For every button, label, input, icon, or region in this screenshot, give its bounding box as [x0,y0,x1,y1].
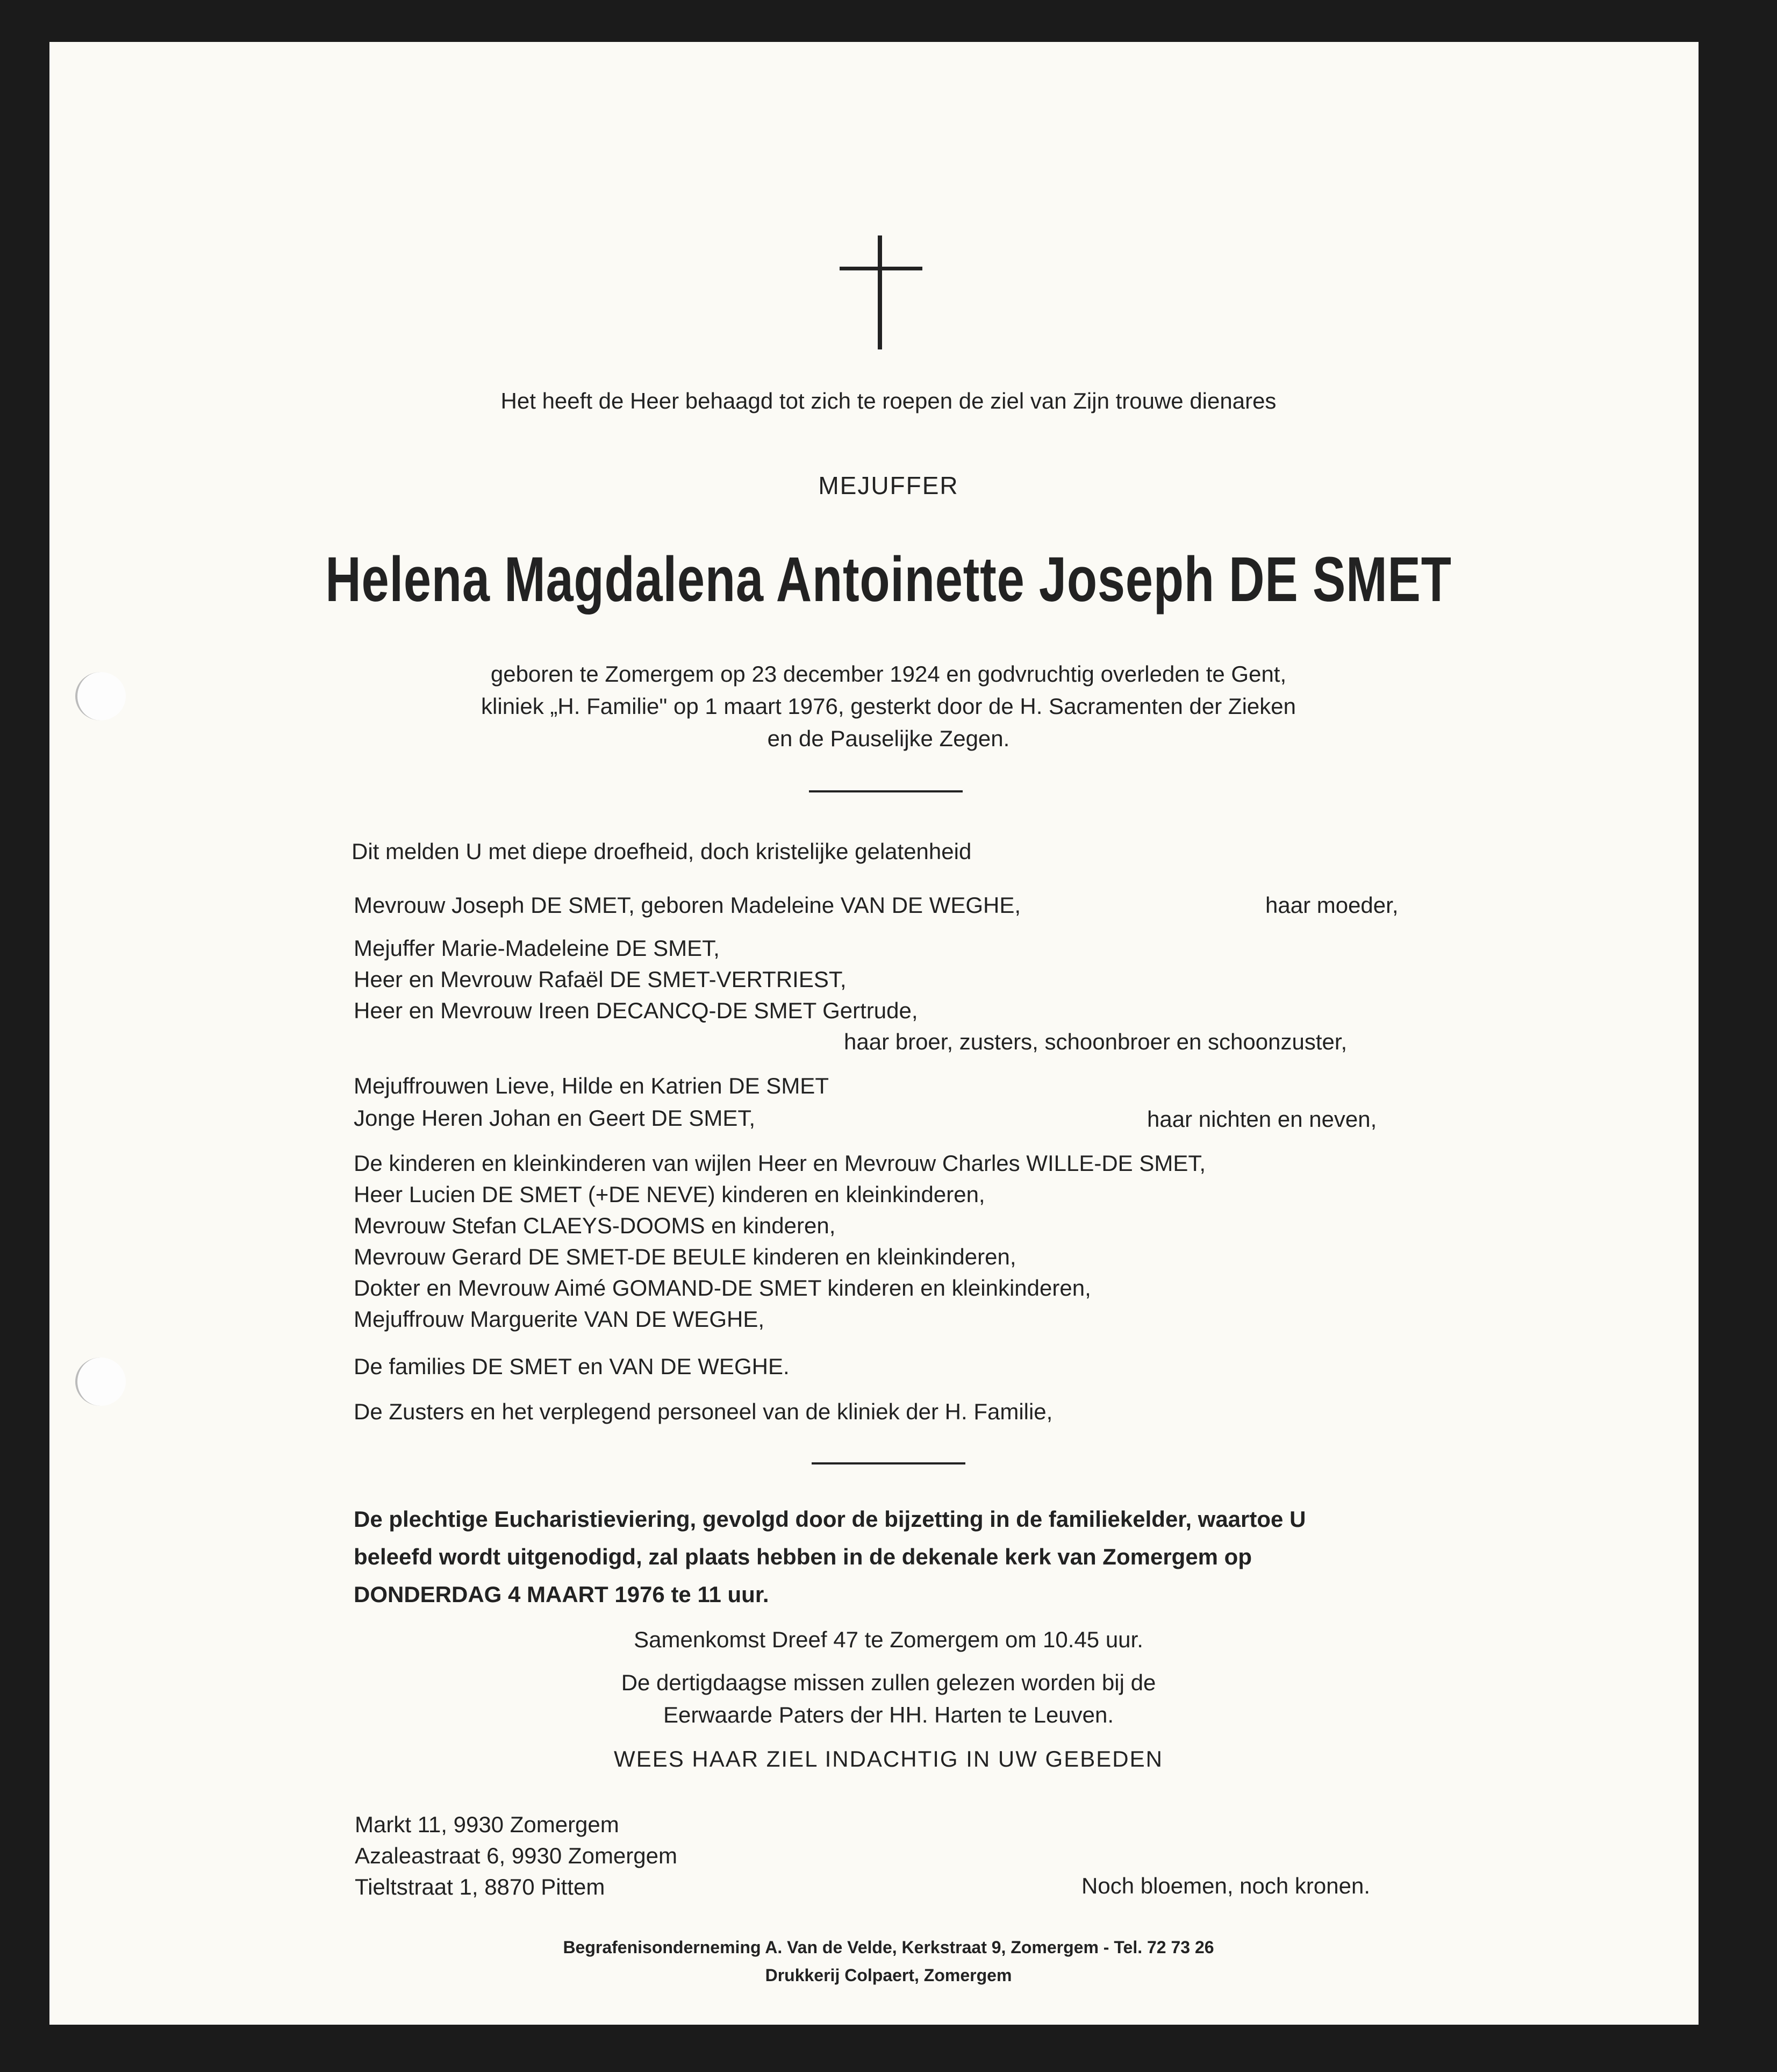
announcement-intro: Dit melden U met diepe droefheid, doch kristelijke gelatenheid [352,839,972,864]
prayer-line: WEES HAAR ZIEL INDACHTIG IN UW GEBEDEN [614,1746,1163,1771]
mother-relation: haar moeder, [1265,892,1399,918]
cross-horizontal [840,267,922,270]
relative-6: Mejuffrouw Marguerite VAN DE WEGHE, [354,1306,764,1332]
undertaker-line: Begrafenisonderneming A. Van de Velde, Kerkstraat 9, Zomergem - Tel. 72 73 26 [563,1938,1214,1957]
cross-vertical [878,235,882,349]
mother-line: Mevrouw Joseph DE SMET, geboren Madeleine VAN DE WEGHE, [354,892,1021,918]
masses-line-1: De dertigdaagse missen zullen gelezen worden bij de [621,1670,1156,1695]
address-2: Azaleastraat 6, 9930 Zomergem [355,1843,677,1868]
service-line-2: beleefd wordt uitgenodigd, zal plaats hebben in de dekenale kerk van Zomergem op [354,1544,1252,1569]
relative-1: De kinderen en kleinkinderen van wijlen Heer en Mevrouw Charles WILLE-DE SMET, [354,1151,1206,1176]
intro-line: Het heeft de Heer behaagd tot zich te roepen de ziel van Zijn trouwe dienares [500,388,1277,413]
sibling-3: Heer en Mevrouw Ireen DECANCQ-DE SMET Gertrude, [354,998,918,1023]
divider-1 [809,790,963,792]
bio-line-1: geboren te Zomergem op 23 december 1924 en godvruchtig overleden te Gent, [490,661,1287,687]
relative-4: Mevrouw Gerard DE SMET-DE BEULE kinderen en kleinkinderen, [354,1244,1016,1269]
deceased-name: Helena Magdalena Antoinette Joseph DE SMET [325,544,1452,615]
address-3: Tieltstraat 1, 8870 Pittem [355,1874,605,1899]
honorific: MEJUFFER [818,471,959,499]
address-1: Markt 11, 9930 Zomergem [355,1812,619,1837]
flowers-note: Noch bloemen, noch kronen. [1081,1873,1370,1898]
punch-hole-bottom [75,1357,126,1406]
relative-3: Mevrouw Stefan CLAEYS-DOOMS en kinderen, [354,1213,836,1238]
nieces-relation: haar nichten en neven, [1147,1106,1377,1132]
nieces-line-1: Mejuffrouwen Lieve, Hilde en Katrien DE SMET [354,1073,829,1098]
bio-line-2: kliniek „H. Familie" op 1 maart 1976, gesterkt door de H. Sacramenten der Zieken [481,694,1296,719]
families-line: De families DE SMET en VAN DE WEGHE. [354,1354,790,1379]
relative-5: Dokter en Mevrouw Aimé GOMAND-DE SMET kinderen en kleinkinderen, [354,1275,1091,1301]
service-line-1: De plechtige Eucharistieviering, gevolgd door de bijzetting in de familiekelder, waartoe U [354,1506,1306,1532]
printer-line: Drukkerij Colpaert, Zomergem [765,1966,1012,1985]
sisters-line: De Zusters en het verplegend personeel van de kliniek der H. Familie, [354,1399,1053,1424]
relative-2: Heer Lucien DE SMET (+DE NEVE) kinderen en kleinkinderen, [354,1182,985,1207]
masses-line-2: Eerwaarde Paters der HH. Harten te Leuven. [663,1702,1114,1727]
gathering-line: Samenkomst Dreef 47 te Zomergem om 10.45 uur. [634,1627,1143,1652]
divider-2 [812,1462,965,1464]
nieces-line-2: Jonge Heren Johan en Geert DE SMET, [354,1105,756,1131]
service-line-3: DONDERDAG 4 MAART 1976 te 11 uur. [354,1582,769,1607]
sibling-1: Mejuffer Marie-Madeleine DE SMET, [354,935,720,961]
bio-line-3: en de Pauselijke Zegen. [767,726,1010,751]
siblings-relation: haar broer, zusters, schoonbroer en schoonzuster, [844,1029,1348,1054]
sibling-2: Heer en Mevrouw Rafaël DE SMET-VERTRIEST, [354,967,847,992]
